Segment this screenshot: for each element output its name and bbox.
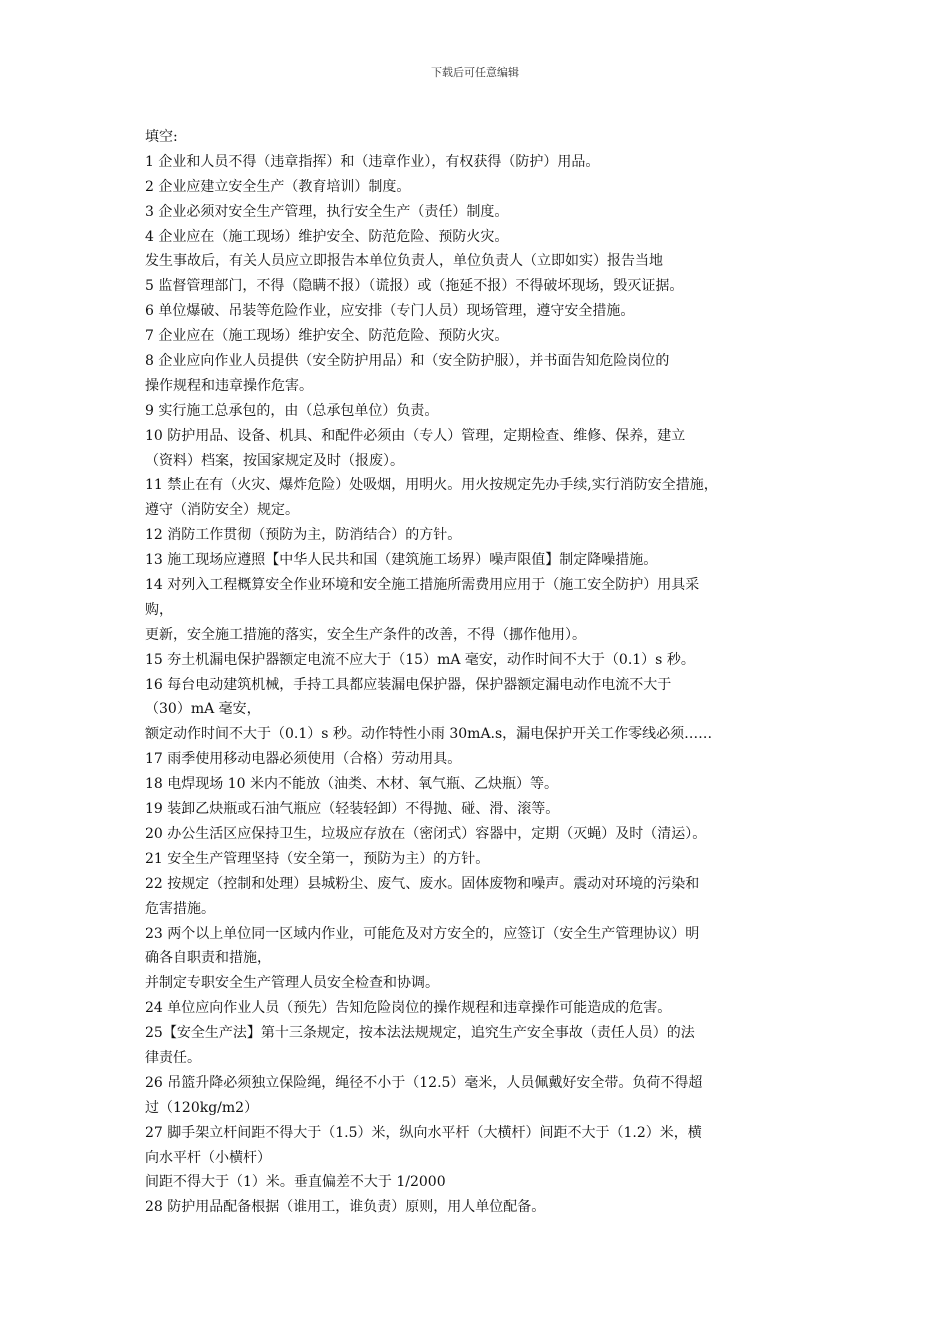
text-line: 确各自职责和措施， [145, 950, 271, 967]
text-line: 18 电焊现场 10 米内不能放（油类、木材、氧气瓶、乙炔瓶）等。 [145, 776, 558, 793]
text-line: 23 两个以上单位同一区域内作业，可能危及对方安全的，应签订（安全生产管理协议）明 [145, 925, 700, 942]
text-line: 遵守（消防安全）规定。 [145, 502, 299, 519]
text-line: 26 吊篮升降必须独立保险绳，绳径不小于（12.5）毫米，人员佩戴好安全带。负荷不得超 [145, 1074, 703, 1091]
text-line: 9 实行施工总承包的，由（总承包单位）负责。 [145, 402, 439, 419]
text-line: 向水平杆（小横杆） [145, 1149, 271, 1166]
text-line: 22 按规定（控制和处理）县城粉尘、废气、废水。固体废物和噪声。震动对环境的污染和 [145, 875, 700, 892]
text-line: 额定动作时间不大于（0.1）s 秒。动作特性小雨 30mA.s，漏电保护开关工作零线必须…… [145, 726, 713, 743]
text-line: 间距不得大于（1）米。垂直偏差不大于 1/2000 [145, 1174, 446, 1191]
text-line: 过（120kg/m2） [145, 1099, 259, 1116]
text-line: （30）mA 毫安， [145, 701, 261, 718]
section-title: 填空: [145, 129, 178, 145]
text-line: 更新，安全施工措施的落实，安全生产条件的改善，不得（挪作他用）。 [145, 626, 586, 643]
text-line: 11 禁止在有（火灾、爆炸危险）处吸烟，用明火。用火按规定先办手续,实行消防安全措施， [145, 477, 718, 494]
text-line: 危害措施。 [145, 900, 215, 917]
text-line: 5 监督管理部门，不得（隐瞒不报）（谎报）或（拖延不报）不得破坏现场，毁灭证据。 [145, 278, 684, 295]
text-line: 1 企业和人员不得（违章指挥）和（违章作业），有权获得（防护）用品。 [145, 153, 600, 170]
text-line: 25【安全生产法】第十三条规定，按本法法规规定，追究生产安全事故（责任人员）的法 [145, 1025, 695, 1042]
document-body [145, 125, 817, 1220]
text-line: 27 脚手架立杆间距不得大于（1.5）米，纵向水平杆（大横杆）间距不大于（1.2）米，横 [145, 1124, 702, 1141]
text-line: 17 雨季使用移动电器必须使用（合格）劳动用具。 [145, 751, 462, 768]
text-line: 14 对列入工程概算安全作业环境和安全施工措施所需费用应用于（施工安全防护）用具采 [145, 577, 700, 594]
text-line: 3 企业必须对安全生产管理，执行安全生产（责任）制度。 [145, 203, 509, 220]
text-line: 16 每台电动建筑机械，手持工具都应装漏电保护器，保护器额定漏电动作电流不大于 [145, 676, 672, 693]
text-line: 10 防护用品、设备、机具、和配件必须由（专人）管理，定期检查、维修、保养，建立 [145, 427, 686, 444]
text-line: 7 企业应在（施工现场）维护安全、防范危险、预防火灾。 [145, 328, 509, 345]
text-line: 8 企业应向作业人员提供（安全防护用品）和（安全防护服），并书面告知危险岗位的 [145, 353, 670, 370]
text-line: 发生事故后，有关人员应立即报告本单位负责人，单位负责人（立即如实）报告当地 [145, 253, 663, 270]
text-line: 并制定专职安全生产管理人员安全检查和协调。 [145, 975, 439, 992]
text-line: 购， [145, 601, 173, 618]
text-line: 24 单位应向作业人员（预先）告知危险岗位的操作规程和违章操作可能造成的危害。 [145, 1000, 672, 1017]
text-line: 律责任。 [145, 1049, 201, 1066]
text-line: 19 装卸乙炔瓶或石油气瓶应（轻装轻卸）不得抛、碰、滑、滚等。 [145, 801, 560, 818]
text-line: 20 办公生活区应保持卫生，垃圾应存放在（密闭式）容器中，定期（灭蝇）及时（清运）。 [145, 825, 707, 842]
text-line: 15 夯土机漏电保护器额定电流不应大于（15）mA 毫安，动作时间不大于（0.1）s 秒。 [145, 651, 695, 668]
text-line: 12 消防工作贯彻（预防为主，防消结合）的方针。 [145, 527, 462, 544]
text-line: 操作规程和违章操作危害。 [145, 377, 313, 394]
text-line: （资料）档案，按国家规定及时（报废）。 [145, 452, 404, 469]
text-line: 13 施工现场应遵照【中华人民共和国（建筑施工场界）噪声限值】制定降噪措施。 [145, 552, 658, 569]
text-line: 28 防护用品配备根据（谁用工，谁负责）原则，用人单位配备。 [145, 1199, 546, 1216]
text-line: 6 单位爆破、吊装等危险作业，应安排（专门人员）现场管理，遵守安全措施。 [145, 303, 635, 320]
text-line: 4 企业应在（施工现场）维护安全、防范危险、预防火灾。 [145, 228, 509, 245]
text-line: 21 安全生产管理坚持（安全第一，预防为主）的方针。 [145, 850, 490, 867]
text-line: 2 企业应建立安全生产（教育培训）制度。 [145, 178, 411, 195]
page-header: 下载后可任意编辑 [431, 66, 519, 79]
